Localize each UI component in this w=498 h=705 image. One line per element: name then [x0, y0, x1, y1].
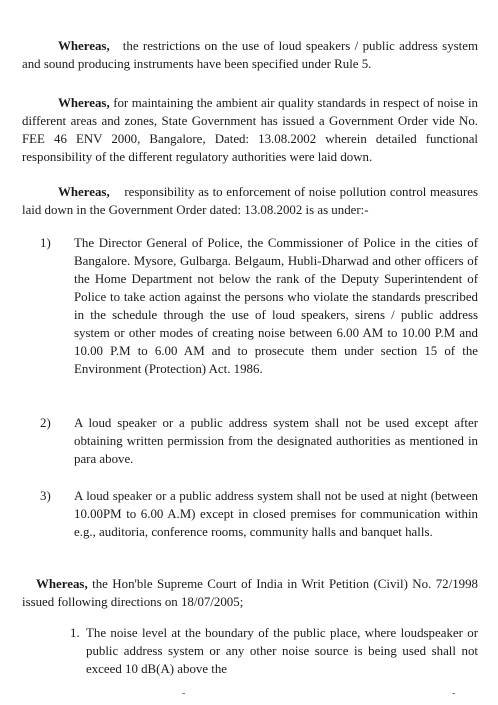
list-number: 1): [40, 236, 51, 250]
list-item: [70, 624, 478, 678]
list-text: The Director General of Police, the Commissioner of Police in the cities of Bangalore. Mysore, Gulbarga. Belgaum, Hubli-Dharwad and other officers of the Home Department not below the rank of the Deputy Superintendent of Police to take action against the persons who violate the standards prescribed in the schedule through the use of loud speakers, sirens / public address system or other modes of creating noise between 6.00 AM to 10.00 P.M and 10.00 P.M to 6.00 AM and to prosecute them under section 15 of the Environment (Protection) Act. 1986.: [74, 236, 478, 376]
paragraph-lead: Whereas,: [58, 96, 110, 110]
paragraph-4: [22, 575, 478, 611]
paragraph-lead: Whereas,: [58, 185, 110, 199]
paragraph-text: for maintaining the ambient air quality standards in respect of noise in different areas and zones, State Government has issued a Government Order vide No. FEE 46 ENV 2000, Bangalore, Dated: 13.08.2002 wherein detailed functional responsibility of the different regulatory authorities were laid down.: [22, 96, 478, 164]
paragraph-text: the Hon'ble Supreme Court of India in Writ Petition (Civil) No. 72/1998 issued following directions on 18/07/2005;: [22, 577, 478, 609]
list-item: [40, 487, 478, 541]
paragraph-3: [22, 183, 478, 219]
list-number: 3): [40, 489, 51, 503]
paragraph-1: [22, 37, 478, 73]
paragraph-2: [22, 94, 478, 166]
paragraph-text: the restrictions on the use of loud speakers / public address system and sound producing instruments have been specified under Rule 5.: [22, 39, 478, 71]
list-text: The noise level at the boundary of the public place, where loudspeaker or public address system or any other noise source is being used shall not exceed 10 dB(A) above the: [86, 626, 478, 676]
list-text: A loud speaker or a public address system shall not be used except after obtaining written permission from the designated authorities as mentioned in para above.: [74, 416, 478, 466]
paragraph-lead: Whereas,: [58, 39, 110, 53]
list-number: 2): [40, 416, 51, 430]
list-item: [40, 414, 478, 468]
list-item: [40, 234, 478, 378]
paragraph-lead: Whereas,: [36, 577, 88, 591]
footer-mark: -: [182, 688, 186, 699]
list-text: A loud speaker or a public address system shall not be used at night (between 10.00PM to 6.00 A.M) except in closed premises for communication within e.g., auditoria, conference rooms, community halls and banquet halls.: [74, 489, 478, 539]
footer-mark: -: [452, 688, 456, 699]
paragraph-text: responsibility as to enforcement of noise pollution control measures laid down in the Government Order dated: 13.08.2002 is as under:-: [22, 185, 478, 217]
list-number: 1.: [70, 626, 80, 640]
